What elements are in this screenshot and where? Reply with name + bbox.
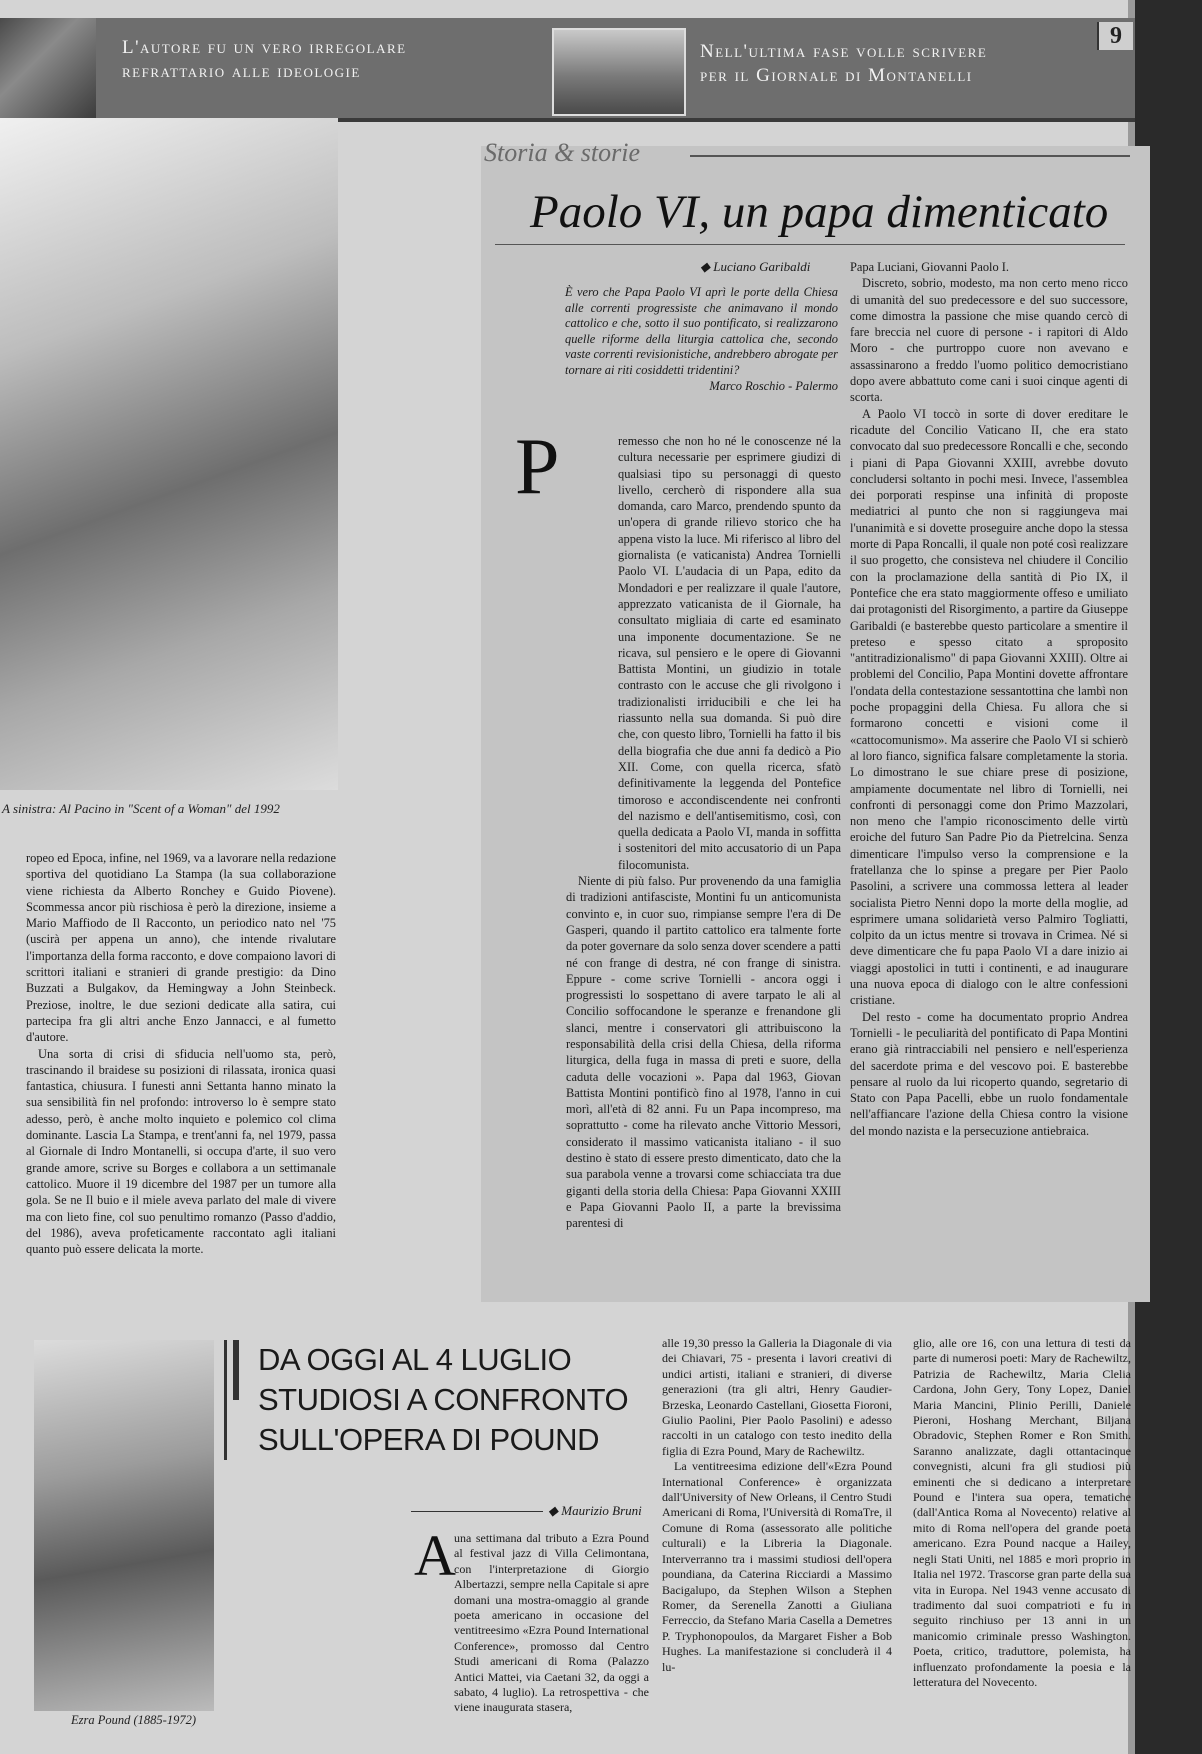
header-left-text [122, 36, 407, 84]
pound-col2-paragraph-1: alle 19,30 presso la Galleria la Diagonale di via dei Chiavari, 75 - presenta i lavori creativi di undici artisti, italiani e stranieri, di diverse generazioni (tra gli altri, Henry Gaudier-Brzeska, Leonardo Castellani, Giosetta Fioroni, Giulio Paolini, Pier Paolo Pasolini) e adesso raccolti in un catalogo con testo inedito della figlia di Ezra Pound, Mary de Rachewiltz. [662, 1336, 892, 1458]
header-photo-portrait [552, 28, 686, 116]
pound-col2-paragraph-2: La ventitreesima edizione dell'«Ezra Pound International Conference» è organizzata dall'University of New Orleans, il Centro Studi Americani di Roma, l'Università di RomaTre, il Comune di Roma (assessorato alle politiche culturali) e la Libreria la Diagonale. Interverranno tra i massimi studiosi dell'opera poundiana, da Caterina Ricciardi a Massimo Bacigalupo, da Stephen Wilson a Stephen Romer, da Serenella Zanotti a Giuliana Ferreccio, da Stefano Maria Casella a Demetres P. Tryphonopoulos, da Margaret Fisher a Bob Hughes. La manifestazione si concluderà il 4 lu- [662, 1459, 892, 1674]
kicker-rule [690, 155, 1130, 157]
article-paragraph-1: remesso che non ho né le conoscenze né la cultura necessarie per esprimere giudizi di qualsiasi tipo su personaggi di questo livello, cercherò di rispondere alla sua domanda, caro Marco, prendendo spunto da un'opera di grande rilievo storico che ha appena visto la luce. Mi riferisco al libro del giornalista (e vaticanista) Andrea Tornielli Paolo VI. L'audacia di un Papa, edito da Mondadori e per realizzare il quale l'autore, apprezzato vaticanista de il Giornale, ha consultato migliaia di carte ed esaminato una imponente documentazione. Se ne ricava, sul pensiero e le opere di Giovanni Battista Montini, un giudizio in totale contrasto con le accuse che gli rivolgono i tradizionalisti irriducibili e che lei ha riassunto nella sua domanda. Si può dire che, con questo libro, Tornielli ha fatto il bis della biografia che due anni fa dedicò a Pio XII. Come, con quella ricerca, sfatò definitivamente la leggenda del Pontefice timoroso e accondiscendente nei confronti del nazismo e dell'antisemitismo, così, con quella dedicata a Paolo VI, manda in soffitta i sostenitori del mito accusatorio di un Papa filocomunista. [618, 434, 841, 872]
header-right-text [700, 40, 987, 88]
pound-dropcap: A [414, 1523, 456, 1588]
reader-letter-signature: Marco Roschio - Palermo [709, 378, 838, 393]
article-right-paragraph-3: A Paolo VI toccò in sorte di dover ereditare le ricadute del Concilio Vaticano II, che era stato convocato dal suo predecessore Roncalli e che, secondo i piani di Papa Giovanni XXIII, avrebbe dovuto concludersi soltanto in pochi mesi. Invece, l'assemblea dei porporati respinse una infinità di proposte mediatrici al punto che non si raggiungeva mai l'unanimità e si dovette proseguire anche dopo la stessa morte di Papa Roncalli, il quale non poté così realizzare il suo progetto, che consisteva nel chiudere il Concilio con la proclamazione della santità di Pio IX, il Pontefice che era stato maggiormente offeso e umiliato dai protagonisti del Risorgimento, a partire da Giuseppe Garibaldi (e basterebbe questo particolare a smentire il preteso e spesso citato a sproposito "antitradizionalismo" di papa Giovanni XXIII). Oltre ai problemi del Concilio, Papa Montini dovette affrontare l'ondata della contestazione sessantottina che lambì non poche propaggini della Chiesa. Fu allora che si formarono concetti e visioni come il «cattocomunismo». Ma asserire che Paolo VI si schierò al loro fianco, significa falsare completamente la storia. Lo dimostrano le sue chiare prese di posizione, ampiamente documentate nel libro di Tornielli, nei confronti di personaggi come don Primo Mazzolari, non meno che l'ampio riconoscimento delle virtù eroiche del futuro San Padre Pio da Pietrelcina. Senza dimenticare l'impulso verso la comprensione e la fratellanza che lo spinse a pregare per Pier Paolo Pasolini, a scrivere una commossa lettera al leader socialista Pietro Nenni dopo la morte della moglie, ad esprimere umana solidarietà verso Palmiro Togliatti, colpito da un ictus mentre si trovava in Crimea. Né si deve dimenticare che fu papa Paolo VI a dare inizio ai viaggi apostolici in tutti i continenti, e ad inaugurare una nuova epoca di dialogo con le altre confessioni cristiane. [850, 406, 1128, 1008]
article-paragraph-2: Niente di più falso. Pur provenendo da una famiglia di tradizioni antifasciste, Montini fu un anticomunista convinto e, in cuor suo, rimpianse sempre l'era di De Gasperi, quando il partito cattolico era talmente forte da poter governare da solo senza dover scendere a patti né con frange di destra, né con frange di sinistra. Eppure - come scrive Tornielli - ancora oggi i progressisti lo sospettano di avere tarpato le ali al Concilio soffocandone le speranze e frenandone gli slanci, mentre i conservatori gli attribuiscono la responsabilità della crisi della Chiesa, della riforma liturgica, della fuga in massa di preti e suore, della caduta delle vocazioni ». Papa dal 1963, Giovan Battista Montini pontificò fino al 1978, l'anno in cui morì, all'età di 82 anni. Fu un Papa incompreso, ma soprattutto - come ha rilevato anche Vittorio Messori, considerato il massimo vaticanista italiano - il suo destino è stato di essere presto dimenticato, dato che la sua parabola venne a trovarsi come schiacciata tra due giganti della storia della Chiesa: Papa Giovanni XXIII e Papa Giovanni Paolo II, a parte la brevissima parentesi di [566, 874, 841, 1231]
pound-byline-rule [411, 1511, 543, 1512]
left-paragraph-1: ropeo ed Epoca, infine, nel 1969, va a lavorare nella redazione sportiva del quotidiano La Stampa (la sua collaborazione viene richiesta da Alberto Ronchey e Guido Piovene). Scommessa ancor più rischiosa è però la direzione, insieme a Mario Maffiodo de Il Racconto, un periodico nato nel '75 (uscirà per appena un anno), che intende rivalutare l'importanza della forma racconto, e dove compaiono lavori di scrittori italiani e stranieri di grande prestigio: da Dino Buzzati a Bulgakov, da Hemingway a John Steinbeck. Preziose, inoltre, le due sezioni dedicate alla satira, cui partecipa fra gli altri anche Enzo Jannacci, e al fumetto d'autore. [26, 851, 336, 1045]
header-right-line1: Nell'ultima fase volle scrivere [700, 41, 988, 62]
reader-letter [565, 285, 838, 394]
header-left-line2: refrattario alle ideologie [122, 61, 361, 82]
pound-column-3 [913, 1336, 1131, 1690]
pound-headline-line1: DA OGGI AL 4 LUGLIO [258, 1342, 572, 1377]
article-author: ◆ Luciano Garibaldi [700, 259, 811, 274]
ezra-pound-photo [34, 1340, 214, 1711]
pound-author: ◆ Maurizio Bruni [548, 1503, 642, 1518]
article-right-column [850, 259, 1128, 1139]
left-column-text [26, 850, 336, 1257]
article-middle-column [566, 433, 841, 1232]
header-right-line2: per il Giornale di Montanelli [700, 65, 973, 86]
pound-col1-text: una settimana dal tributo a Ezra Pound al festival jazz di Villa Celimontana, con l'interpretazione di Giorgio Albertazzi, sempre nella Capitale si apre domani una mostra-omaggio al grande poeta americano in occasione del ventitreesimo «Ezra Pound International Conference», promosso dal Centro Studi americani di Roma (Palazzo Antici Mattei, via Caetani 32, da oggi a sabato, 4 luglio). La retrospettiva - che viene inaugurata stasera, [454, 1531, 649, 1715]
pound-column-1 [414, 1531, 649, 1716]
pound-photo-caption: Ezra Pound (1885-1972) [71, 1713, 196, 1727]
main-photo-al-pacino [0, 118, 338, 790]
header-photo-left [0, 18, 96, 118]
pound-headline-line3: SULL'OPERA DI POUND [258, 1422, 599, 1457]
article-kicker: Storia & storie [484, 138, 641, 167]
header-left-line1: L'autore fu un vero irregolare [122, 37, 407, 58]
article-right-paragraph-2: Discreto, sobrio, modesto, ma non certo meno ricco di umanità del suo predecessore e del suo successore, come dimostra la passione che mise quando cercò di fare breccia nel cuore di persone - i rapitori di Aldo Moro - che purtroppo cuore non avevano e assassinarono a freddo l'uomo politico democristiano dopo avere abbattuto come cani i suoi cinque agenti di scorta. [850, 276, 1128, 405]
headline-rule [495, 244, 1125, 245]
pound-decorative-bar-2 [233, 1340, 239, 1400]
reader-letter-text: È vero che Papa Paolo VI aprì le porte della Chiesa alle correnti progressiste che animavano il mondo cattolico e che, sotto il suo pontificato, si realizzarono quelle riforme della liturgia cattolica che, secondo vaste correnti revisionistiche, andrebbero abrogate per tornare ai riti cosiddetti tridentini? [565, 285, 838, 377]
pound-column-2 [662, 1336, 892, 1675]
page-number: 9 [1097, 22, 1133, 50]
pound-decorative-bar [224, 1340, 227, 1460]
photo-caption: A sinistra: Al Pacino in "Scent of a Woman" del 1992 [2, 801, 280, 816]
article-headline: Paolo VI, un papa dimenticato [530, 186, 1109, 238]
pound-col3-paragraph-1: glio, alle ore 16, con una lettura di testi da parte di numerosi poeti: Mary de Rachewiltz, Patrizia de Rachewiltz, Maria Clelia Cardona, John Gery, Tony Lopez, Daniel Maria Mancini, Plinio Perilli, Daniele Pieroni, Hoshang Merchant, Biljana Obradovic, Stephen Romer e Ron Smith. Saranno analizzate, dagli ottantacinque convegnisti, alcuni fra gli studiosi più eminenti che si dedicano a interpretare Pound e l'intera sua opera, tematiche (dall'Antica Roma al Novecento) relative al mito di Roma nell'opera del grande poeta americano. Ezra Pound nacque a Hailey, negli Stati Uniti, nel 1885 e morì proprio in Italia nel 1972. Trascorse gran parte della sua vita in Europa. Nel 1943 venne accusato di tradimento dal suoi compatrioti e fu in seguito rinchiuso per 13 anni in un manicomio criminale presso Washington. Poeta, critico, traduttore, polemista, ha influenzato profondamente la poesia e la letteratura del Novecento. [913, 1336, 1131, 1689]
pound-headline-line2: STUDIOSI A CONFRONTO [258, 1382, 629, 1417]
pound-headline [258, 1340, 628, 1460]
article-right-paragraph-1: Papa Luciani, Giovanni Paolo I. [850, 260, 1009, 274]
dropcap-letter: P [515, 423, 560, 511]
article-right-paragraph-4: Del resto - come ha documentato proprio Andrea Tornielli - le peculiarità del pontificato di Papa Montini erano già rintracciabili nel pensiero e nell'esperienza del sacerdote prima e del vescovo poi. E basterebbe pensare al ruolo da lui ricoperto quando, segretario di Stato con Papa Pacelli, ebbe un ruolo fondamentale nell'affiancare l'azione della Chiesa contro la visione del mondo nazista e la persecuzione antiebraica. [850, 1009, 1128, 1138]
left-paragraph-2: Una sorta di crisi di sfiducia nell'uomo sta, però, trascinando il braidese su posizioni di rilassata, ironica quasi fantastica, chiusura. I funesti anni Settanta hanno minato la sua sensibilità fin nel profondo: introverso lo è sempre stato adesso, però, è anche molto inquieto e polemico col clima dominante. Lascia La Stampa, e trent'anni fa, nel 1979, passa al Giornale di Indro Montanelli, si occupa d'arte, il suo vero grande amore, scrive su Borges e collabora a un settimanale cattolico. Muore il 19 dicembre del 1987 per un tumore alla gola. Se ne Il buio e il miele aveva parlato del male di vivere ma con lieto fine, col suo penultimo romanzo (Passo d'addio, del 1986), aveva profeticamente raccontato agli italiani quanto può essere delicata la morte. [26, 1046, 336, 1257]
